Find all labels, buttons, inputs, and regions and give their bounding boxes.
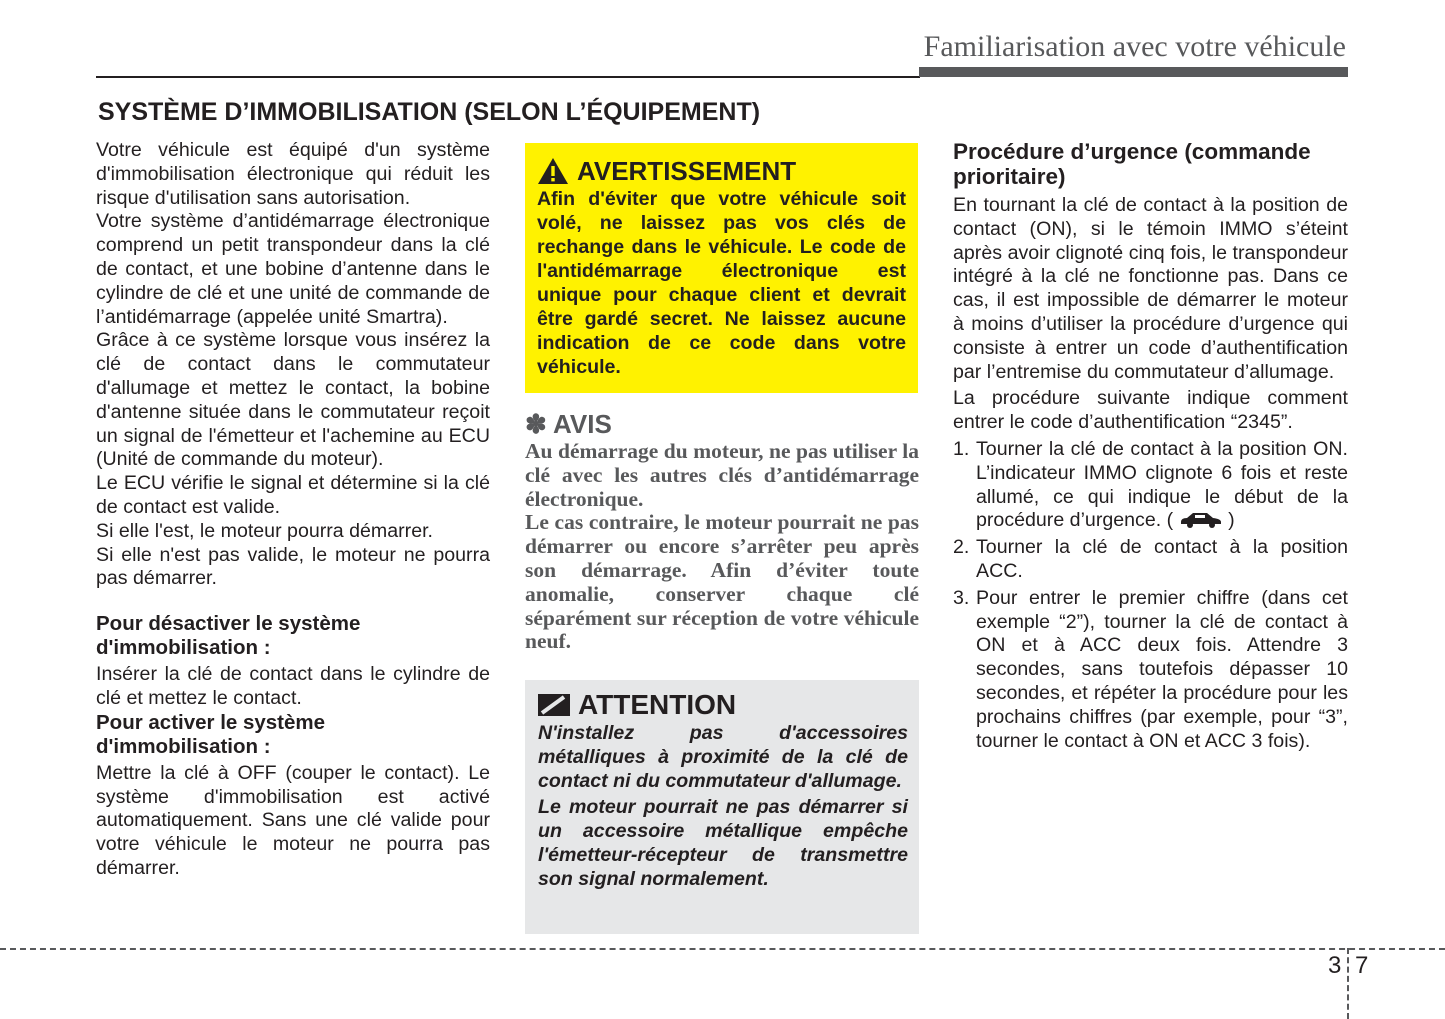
step-number: 3. [953,586,970,609]
warning-text: Afin d'éviter que votre véhicule soit volé, ne laissez pas vos clés de rechange dans le véhicule. Le code de l'antidémarrage électronique est unique pour chaque client et devrait être gardé secret. Ne laissez aucune indication de ce code dans votre véhicule. [537,188,906,378]
paragraph: Si elle l'est, le moteur pourra démarrer. [96,519,433,542]
paragraph: Grâce à ce système lorsque vous insérez la clé de contact dans le commutateur d'allumage et mettez le contact, la bobine d'antenne située dans le commutateur reçoit un signal de l'émetteur et l'achemine au ECU (Unité de commande du moteur). [96,329,490,471]
paragraph: Votre véhicule est équipé d'un système d'immobilisation électronique qui réduit les risque d'utilisation sans autorisation. [96,139,490,209]
paragraph: Le ECU vérifie le signal et détermine si la clé de contact est valide. [96,472,490,518]
warning-box [525,143,918,393]
step-number: 2. [953,536,970,559]
right-column [953,139,1348,753]
step-text: Tourner la clé de contact à la position ACC. [976,536,1348,582]
list-item [953,536,1348,584]
list-item [953,438,1348,533]
warning-title: AVERTISSEMENT [577,156,797,186]
chapter-number: 3 [1328,952,1342,979]
paragraph: En tournant la clé de contact à la position de contact (ON), si le témoin IMMO s’éteint après avoir clignoté cinq fois, le transpondeur intégré à la clé ne fonctionne pas. Dans ce cas, il est impossible de démarrer le moteur à moins d’utiliser la procédure d’urgence qui consiste à entrer un code d’authentification par l’entremise du commutateur d’allumage. [953,194,1348,383]
heading-disable: Pour désactiver le système d'immobilisation : [96,612,361,660]
attention-box [525,680,919,934]
paragraph: Au démarrage du moteur, ne pas utiliser la clé avec les autres clés d’antidémarrage électronique. [525,439,919,511]
step-text-end: ) [1228,509,1235,532]
footer-divider [0,948,1445,950]
running-header: Familiarisation avec votre véhicule [923,30,1346,63]
car-immo-icon [1179,510,1223,528]
header-bar [919,67,1348,77]
page-number: 7 [1355,952,1369,979]
paragraph: Votre système d’antidémarrage électronique comprend un petit transpondeur dans la clé de contact, et une bobine d’antenne dans le cylindre de clé et une unité de commande de l’antidémarrage (appelée unité Smartra). [96,210,490,328]
paragraph: Le moteur pourrait ne pas démarrer si un accessoire métallique empêche l'émetteur-récepteur de transmettre son signal normalement. [538,796,908,890]
attention-title: ATTENTION [578,689,737,720]
step-text: Pour entrer le premier chiffre (dans cet exemple “2”), tourner la clé de contact à ON et à ACC deux fois. Attendre 3 secondes, sans toutefois dépasser 10 secondes, et répéter la procédure pour les prochains chiffres (par exemple, pour “3”, tourner le contact à ON et ACC 3 fois). [976,586,1348,752]
notice-section [525,408,919,654]
attention-slash-icon [538,693,570,717]
section-title: SYSTÈME D’IMMOBILISATION (SELON L’ÉQUIPEMENT) [98,98,761,126]
paragraph: Si elle n'est pas valide, le moteur ne pourra pas démarrer. [96,543,490,590]
page-number-divider [1347,948,1349,1019]
notice-title: ✽ AVIS [525,409,612,439]
paragraph: La procédure suivante indique comment entrer le code d’authentification “2345”. [953,387,1348,434]
header-rule [96,76,920,78]
left-column [96,139,490,881]
warning-triangle-icon [537,157,569,185]
paragraph: Mettre la clé à OFF (couper le contact). Le système d'immobilisation est activé automatiquement. Sans une clé valide pour votre véhicule le moteur ne pourra pas démarrer. [96,761,490,879]
paragraph: Le cas contraire, le moteur pourrait ne pas démarrer ou encore s’arrêter peu après son démarrage. Afin d’éviter toute anomalie, conserver chaque clé séparément sur réception de votre véhicule neuf. [525,510,919,654]
procedure-steps [953,438,1348,753]
paragraph: N'installez pas d'accessoires métalliques à proximité de la clé de contact ni du commutateur d'allumage. [538,722,908,792]
procedure-title: Procédure d’urgence (commande prioritaire) [953,139,1311,189]
step-number: 1. [953,437,970,460]
step-text: Tourner la clé de contact à la position ON. L’indicateur IMMO clignote 6 fois et reste allumé, ce qui indique le début de la procédure d’urgence. ( [976,437,1348,532]
heading-enable: Pour activer le système d'immobilisation : [96,710,326,758]
list-item [953,587,1348,754]
paragraph: Insérer la clé de contact dans le cylindre de clé et mettez le contact. [96,663,490,709]
